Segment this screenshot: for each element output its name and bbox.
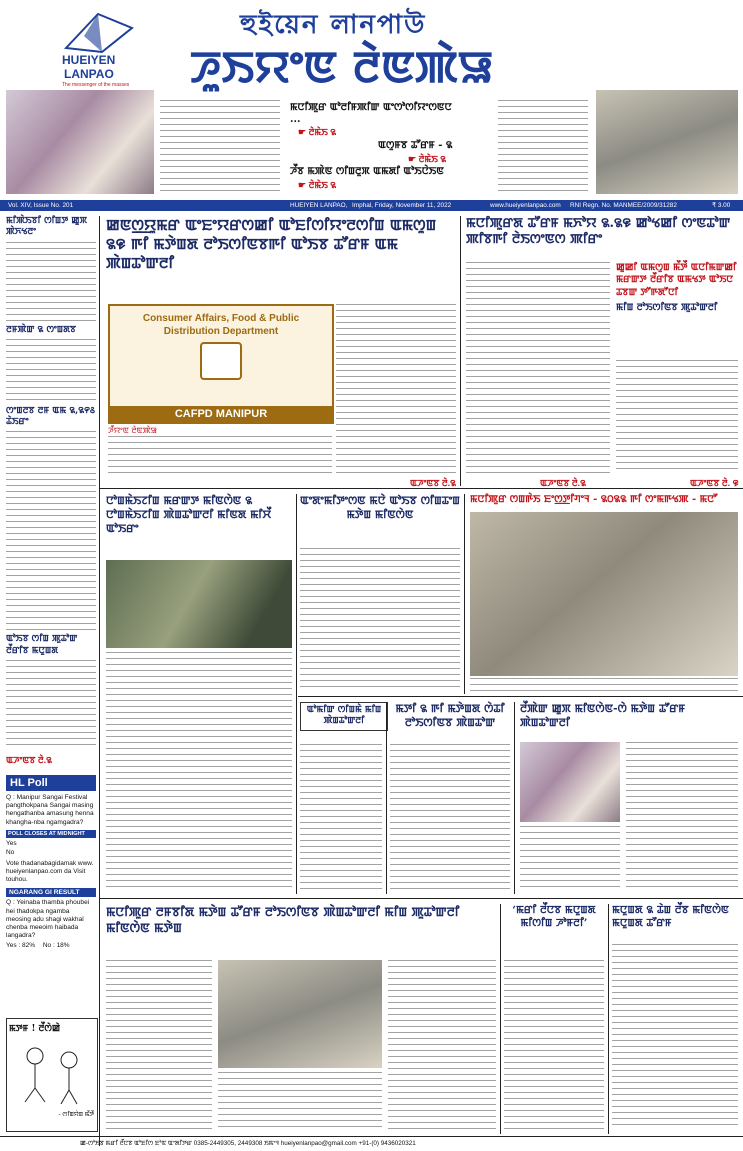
poll-result-question: Q : Yeinaba thamba phoubei hei thadokpa ngamba meosing adu shagi wakhal chenba meeoim haibada langadra? bbox=[6, 899, 90, 940]
mid-photo-caption bbox=[470, 678, 738, 692]
cafpd-logo-box bbox=[108, 304, 334, 424]
left-item-headline: ꯂꯝꯄꯥꯛ ꯲ ꯁꯦꯡꯗꯕ bbox=[6, 324, 77, 335]
logo-tagline: The messenger of the masses bbox=[62, 82, 130, 88]
lower-photo-3 bbox=[520, 742, 620, 822]
mid-body-1 bbox=[106, 652, 292, 892]
left-item-headline: ꯃꯤꯄꯥꯏꯕꯤ ꯁꯤꯡꯇ ꯀꯨꯞ ꯄꯥꯈꯠꯂꯦ bbox=[6, 216, 88, 238]
mid-headline-3: ꯃꯅꯤꯄꯨꯔ ꯁꯡꯒꯥꯏ ꯐꯦꯁ꯭ꯇꯤꯚꯦꯜ - ꯲꯰꯲꯲ ꯒꯤ ꯁꯦꯃꯒꯠꯄ - ꯃꯅꯧ bbox=[470, 494, 718, 505]
volume-issue: Vol. XIV, Issue No. 201 bbox=[8, 202, 74, 209]
rni-number: RNI Regn. No. MANMEE/2009/31282 bbox=[570, 202, 677, 209]
lower-headline-1: ꯑꯣꯃꯤꯛ ꯁꯤꯡꯃꯥ ꯃꯤꯡ ꯄꯥꯡꯊꯣꯛꯂꯤ bbox=[300, 702, 388, 731]
teaser-text: ꯑꯁꯨꯝꯕ ꯊꯧꯔꯝ - ꯲ bbox=[378, 140, 453, 151]
left-column bbox=[6, 216, 96, 765]
column-divider bbox=[99, 216, 100, 1146]
lead-byline: ꯍꯩꯌꯦꯟ ꯂꯥꯟꯄꯥꯎ bbox=[108, 426, 157, 435]
section-rule bbox=[100, 898, 743, 899]
poll-box bbox=[6, 775, 96, 1011]
footer-bar bbox=[0, 1136, 743, 1151]
lower-headline-3: ꯂꯩꯄꯥꯛ ꯀꯨꯞ ꯃꯤꯟꯁꯥꯟ-ꯁꯥ ꯃꯇꯥꯡ ꯊꯧꯔꯝ ꯄꯥꯡꯊꯣꯛꯂꯤ bbox=[520, 702, 686, 729]
teaser-more-link[interactable]: ☛ ꯂꯥꯃꯥꯏ ꯲ bbox=[298, 127, 337, 137]
cartoon-caption: ꯃꯇꯝ ! ꯂꯩꯁꯥꯀꯥ bbox=[9, 1024, 61, 1034]
top-teaser-3[interactable] bbox=[290, 164, 460, 191]
bengali-title: হুইয়েন লানপাউ bbox=[240, 10, 427, 40]
red-highlight-text: ꯀꯨꯀꯤ ꯑꯃꯁꯨꯡ ꯃꯩꯇꯩ ꯑꯅꯤꯃꯛꯀꯤ ꯃꯔꯛꯇ ꯂꯩꯔꯤꯕ ꯑꯃꯠꯇ ꯑꯣꯏꯅ ꯊꯕꯛ ꯇꯧꯒꯗꯧꯅꯤ bbox=[616, 262, 737, 298]
poll-title: HL Poll bbox=[6, 775, 96, 791]
right-top-more-link[interactable]: ꯑꯍꯦꯟꯕ ꯂꯥ.꯲ bbox=[540, 478, 586, 488]
logo-brand-line2: LANPAO bbox=[64, 67, 114, 81]
column-divider bbox=[464, 494, 465, 694]
red-highlight-box bbox=[616, 262, 738, 356]
emblem-icon bbox=[200, 342, 242, 380]
masthead-left-text bbox=[160, 100, 280, 192]
right-top-headline: ꯃꯅꯤꯄꯨꯔꯗ ꯊꯧꯔꯝ ꯃꯈꯣꯌ ꯲.꯲꯶ ꯀꯣꯠꯀꯤ ꯁꯦꯟꯊꯣꯛ ꯄꯤꯕꯒꯤ ꯂꯥꯏꯁꯦꯟꯁ ꯄꯤꯔꯦ bbox=[466, 216, 731, 248]
cartoon-box bbox=[6, 1018, 98, 1132]
teaser-more-link[interactable]: ☛ ꯂꯥꯃꯥꯏ ꯲ bbox=[408, 154, 447, 164]
bottom-headline-2: ‘ꯃꯔꯤ ꯂꯩꯅꯕ ꯃꯅꯨꯡꯗ ꯃꯤꯁꯤꯡ ꯍꯣꯝꯂꯤ’ bbox=[512, 904, 596, 930]
hueiyen-logo bbox=[62, 8, 134, 88]
mid-photo-3 bbox=[470, 512, 738, 676]
mid-headline-2: ꯑꯦꯗꯦꯃꯤꯇꯦꯁꯟ ꯃꯅꯥ ꯑꯣꯏꯕ ꯁꯤꯡꯊꯦꯡ ꯃꯇꯥꯡ ꯃꯤꯟꯁꯥꯟ bbox=[300, 494, 460, 521]
bottom-headline-3: ꯃꯅꯨꯡꯗ ꯲ ꯊꯥꯡ ꯂꯩꯕ ꯃꯤꯟꯁꯥꯟ ꯃꯅꯨꯡꯗ ꯊꯧꯔꯝ bbox=[612, 904, 729, 930]
cafpd-title: Consumer Affairs, Food & Public Distribution Department bbox=[142, 313, 300, 337]
dateline-bar bbox=[0, 200, 743, 211]
top-teaser-2[interactable] bbox=[378, 138, 488, 165]
bottom-body-1c bbox=[388, 960, 496, 1130]
column-divider bbox=[460, 216, 461, 486]
left-item-body bbox=[6, 339, 96, 403]
section-rule bbox=[298, 696, 743, 697]
mayek-title: ꯍꯨꯏꯌꯦꯟ ꯂꯥꯟꯄꯥꯎ bbox=[190, 42, 494, 93]
column-divider bbox=[500, 904, 501, 1134]
top-teaser-1[interactable] bbox=[290, 100, 460, 138]
poll-closes: POLL CLOSES AT MIDNIGHT bbox=[6, 830, 96, 838]
red-highlight-more-link[interactable]: ꯑꯍꯦꯟꯕ ꯂꯥ. ꯶ bbox=[690, 478, 739, 488]
masthead-right-text bbox=[498, 100, 588, 192]
mid-photo-1 bbox=[106, 560, 292, 648]
masthead bbox=[0, 0, 743, 200]
mid-body-2 bbox=[300, 548, 460, 688]
paper-crane-icon bbox=[62, 8, 134, 56]
column-divider bbox=[296, 494, 297, 894]
price: ₹ 3.00 bbox=[712, 202, 731, 209]
bottom-body-2 bbox=[504, 960, 604, 1130]
column-divider bbox=[514, 702, 515, 894]
bottom-body-1a bbox=[106, 960, 212, 1130]
section-rule bbox=[100, 488, 743, 489]
lower-body-3a bbox=[520, 826, 620, 892]
masthead-photo-left bbox=[6, 90, 154, 194]
left-item-body bbox=[6, 431, 96, 631]
left-item-headline: ꯁꯦꯡꯂꯕ ꯂꯝ ꯑꯃ ꯲,꯲꯵꯴ ꯊꯥꯏꯔꯦ bbox=[6, 405, 95, 427]
lead-body-bottom bbox=[108, 436, 332, 474]
column-divider bbox=[608, 904, 609, 1134]
masthead-photo-right bbox=[596, 90, 738, 194]
footer-text: ꯀ-ꯁꯣꯏꯕ ꯃꯔꯤ ꯂꯩꯅꯕ ꯑꯣꯐꯤꯁ ꯐꯣꯟ ꯑꯦꯗꯤꯇꯔ 0385-2449305, 2449308 ꯏꯃꯦꯜ hueiyenlanpao@gmail.com +91-(0) 9436020321 bbox=[80, 1140, 416, 1147]
left-item-body bbox=[6, 242, 96, 322]
bottom-photo-1 bbox=[218, 960, 382, 1068]
paper-name: HUEIYEN LANPAO, bbox=[290, 202, 348, 209]
lead-headline: ꯀꯟꯁ꯭ꯌꯨꯃꯔ ꯑꯦꯐꯦꯌꯔꯁꯀꯤ ꯑꯣꯐꯤꯁꯤꯌꯦꯂꯁꯤꯡ ꯑꯃꯁꯨꯡ ꯲꯶ ꯒꯤ ꯃꯇꯥꯡꯗ ꯂꯣꯏꯁꯤꯟꯕꯒꯤ ꯑꯣꯏꯕ ꯊꯧꯔꯝ ꯑꯃ ꯄꯥꯡꯊꯣꯛꯂꯤ bbox=[106, 216, 437, 272]
poll-result-no: No : 18% bbox=[42, 942, 70, 950]
left-item-headline: ꯑꯣꯏꯕ ꯁꯤꯡ ꯄꯨꯊꯣꯛ ꯂꯩꯔꯤꯕ ꯃꯅꯨꯡꯗ bbox=[6, 634, 78, 656]
lower-body-2 bbox=[390, 744, 510, 894]
place-date: Imphal, Friday, November 11, 2022 bbox=[352, 202, 452, 209]
mid-headline-1: ꯅꯣꯡꯃꯥꯏꯖꯤꯡ ꯃꯔꯛꯇ ꯃꯤꯟꯁꯥꯟ ꯲ ꯅꯣꯡꯃꯥꯏꯖꯤꯡ ꯄꯥꯡꯊꯣꯛꯂꯤ ꯃꯤꯟꯗ ꯃꯤꯆꯩ ꯑꯣꯏꯔꯦ bbox=[106, 494, 272, 535]
lower-body-3b bbox=[626, 742, 738, 892]
column-divider bbox=[386, 702, 387, 894]
bottom-headline-1: ꯃꯅꯤꯄꯨꯔ ꯂꯝꯕꯤꯗ ꯃꯇꯥꯡ ꯊꯧꯔꯝ ꯂꯣꯏꯁꯤꯟꯕ ꯄꯥꯡꯊꯣꯛꯂꯤ ꯃꯤꯡ ꯄꯨꯊꯣꯛꯂꯤ ꯃꯤꯟꯁꯥꯟ ꯃꯇꯥꯡ bbox=[106, 904, 460, 935]
poll-vote-text: Vote thadanabagidamak www. hueiyenlanpao.com da Visit touhou. bbox=[6, 859, 94, 884]
red-highlight-sub: ꯃꯤꯡ ꯂꯣꯏꯁꯤꯟꯕ ꯄꯨꯊꯣꯛꯂꯤ bbox=[616, 302, 718, 314]
poll-option-no[interactable]: No bbox=[6, 848, 15, 856]
cartoon-drawing-icon bbox=[7, 1036, 95, 1106]
lower-headline-2: ꯃꯇꯤ ꯲ ꯒꯤ ꯃꯇꯥꯡꯗ ꯁꯥꯊꯤ ꯂꯣꯏꯁꯤꯟꯕ ꯄꯥꯡꯊꯣꯛ bbox=[395, 702, 505, 729]
bottom-body-3 bbox=[612, 944, 738, 1130]
lead-more-link[interactable]: ꯑꯍꯦꯟꯕ ꯂꯥ.꯲ bbox=[410, 478, 456, 488]
poll-result-title: NGARANG GI RESULT bbox=[6, 888, 96, 897]
cartoon-credit: - ꯁꯤꯡꯌꯥꯡ ꯃꯩꯇꯩ bbox=[58, 1111, 94, 1118]
right-top-body-1 bbox=[466, 262, 610, 474]
right-top-body-2 bbox=[616, 360, 738, 474]
poll-result-values bbox=[6, 942, 96, 949]
website-link[interactable]: www.hueiyenlanpao.com bbox=[490, 202, 561, 209]
teaser-text: ꯍꯩꯕ ꯃꯄꯥꯟ ꯁꯤꯡꯂꯨꯞ ꯑꯃꯗꯤ ꯑꯣꯏꯅꯥꯏꯟ bbox=[290, 166, 444, 177]
poll-question: Q : Manipur Sangai Festival pangthokpana Sangai masing hengathanba amasung henna khangha-nba ngamgadra? bbox=[6, 794, 94, 826]
poll-result-yes: Yes : 82% bbox=[6, 942, 36, 950]
teaser-more-link[interactable]: ☛ ꯂꯥꯃꯥꯏ ꯲ bbox=[298, 180, 337, 190]
left-continue-link[interactable]: ꯑꯍꯦꯟꯕ ꯂꯥ.꯲ bbox=[6, 754, 52, 765]
left-item-body bbox=[6, 660, 96, 750]
poll-option-yes[interactable]: Yes bbox=[6, 839, 17, 847]
teaser-text: ꯃꯅꯤꯄꯨꯔ ꯑꯣꯂꯤꯝꯄꯤꯛ ꯑꯦꯁꯣꯁꯤꯌꯦꯁꯟꯅ ... bbox=[290, 102, 452, 125]
lead-body-right bbox=[336, 304, 456, 474]
lower-body-1 bbox=[300, 744, 382, 894]
cafpd-abbr: CAFPD MANIPUR bbox=[110, 406, 332, 422]
bottom-body-1b bbox=[218, 1072, 382, 1130]
logo-brand-line1: HUEIYEN bbox=[62, 53, 116, 67]
